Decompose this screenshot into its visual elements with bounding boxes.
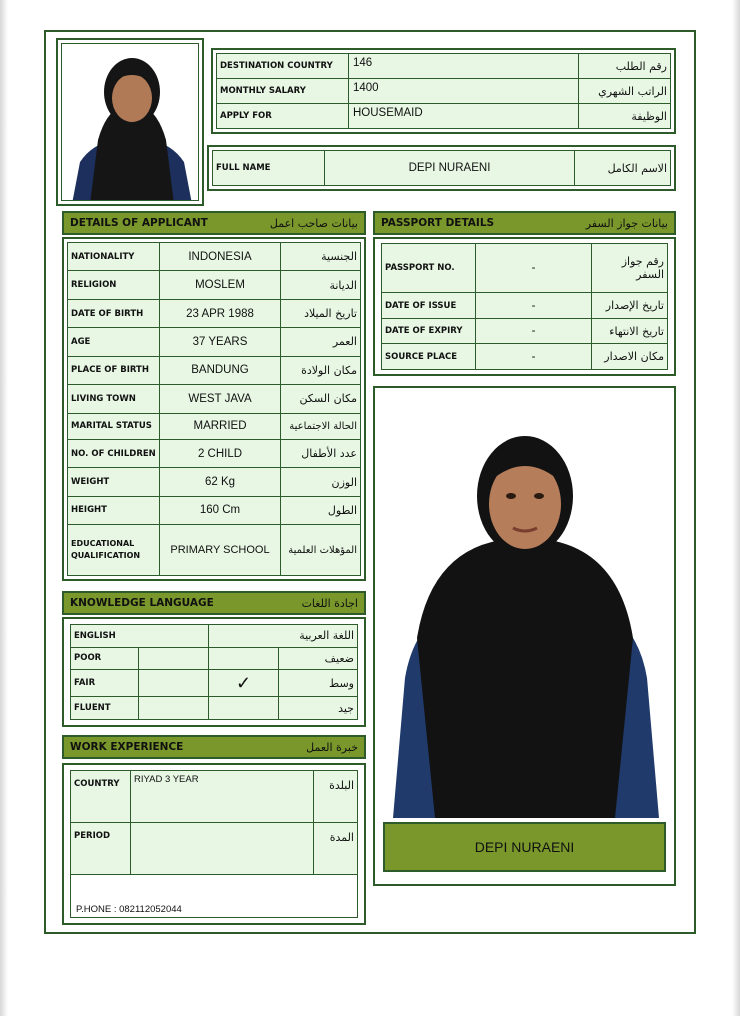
table-row	[213, 151, 671, 186]
table-row	[68, 468, 361, 496]
poor-arabic-cell	[209, 647, 279, 670]
table-row	[68, 525, 361, 576]
applicant-photo-small	[62, 44, 199, 201]
full-name-label: FULL NAME	[213, 151, 325, 186]
marital-status-label: MARITAL STATUS	[68, 413, 160, 439]
table-row	[71, 625, 358, 648]
fair-english-cell	[139, 670, 209, 697]
dob-ar: تاريخ الميلاد	[281, 299, 361, 327]
arabic-label: اللغة العربية	[209, 625, 358, 648]
table-row	[71, 771, 358, 823]
table-row	[382, 318, 668, 344]
passport-no-label: PASSPORT NO.	[382, 244, 476, 293]
nationality-label: NATIONALITY	[68, 243, 160, 271]
source-place-value: -	[476, 344, 592, 370]
table-row	[68, 328, 361, 356]
language-header	[62, 591, 366, 615]
passport-header-ar: بيانات جواز السفر	[585, 216, 668, 230]
work-header-ar: خبرة العمل	[306, 740, 358, 754]
date-of-issue-value: -	[476, 293, 592, 319]
table-row	[68, 385, 361, 413]
weight-ar: الوزن	[281, 468, 361, 496]
full-name-box	[207, 145, 676, 191]
fluent-ar: جيد	[279, 697, 358, 720]
work-table	[70, 770, 358, 918]
source-place-ar: مكان الاصدار	[592, 344, 668, 370]
passport-table	[381, 243, 668, 370]
table-row	[217, 104, 671, 129]
religion-value: MOSLEM	[160, 271, 281, 299]
nationality-value: INDONESIA	[160, 243, 281, 271]
applicant-header-en: DETAILS OF APPLICANT	[70, 217, 208, 229]
table-row	[71, 697, 358, 720]
age-ar: العمر	[281, 328, 361, 356]
passport-no-ar: رقم جواز السفر	[592, 244, 668, 293]
age-value: 37 YEARS	[160, 328, 281, 356]
poor-label: POOR	[71, 647, 139, 670]
place-of-birth-ar: مكان الولادة	[281, 356, 361, 384]
table-row	[217, 79, 671, 104]
language-header-en: KNOWLEDGE LANGUAGE	[70, 597, 214, 609]
table-row	[68, 439, 361, 467]
fluent-english-cell	[139, 697, 209, 720]
date-of-expiry-ar: تاريخ الانتهاء	[592, 318, 668, 344]
applicant-table	[67, 242, 361, 576]
work-header-en: WORK EXPERIENCE	[70, 741, 184, 753]
table-row	[68, 271, 361, 299]
page-edge-right	[732, 0, 740, 1016]
weight-label: WEIGHT	[68, 468, 160, 496]
weight-value: 62 Kg	[160, 468, 281, 496]
period-ar: المدة	[314, 823, 358, 875]
table-row	[71, 647, 358, 670]
period-label: PERIOD	[71, 823, 131, 875]
table-row	[382, 344, 668, 370]
applicant-box	[62, 237, 366, 581]
applicant-header-ar: بيانات صاحب اعمل	[269, 216, 358, 230]
education-value: PRIMARY SCHOOL	[160, 525, 281, 576]
small-photo-frame	[56, 38, 204, 206]
passport-no-value: -	[476, 244, 592, 293]
marital-status-ar: الحالة الاجتماعية	[281, 413, 361, 439]
fair-ar: وسط	[279, 670, 358, 697]
applicant-header	[62, 211, 366, 235]
full-name-table	[212, 150, 671, 186]
education-ar: المؤهلات العلمية	[281, 525, 361, 576]
apply-for-label: APPLY FOR	[217, 104, 349, 129]
passport-box	[373, 237, 676, 376]
fluent-arabic-cell	[209, 697, 279, 720]
height-ar: الطول	[281, 496, 361, 524]
nationality-ar: الجنسية	[281, 243, 361, 271]
date-of-issue-ar: تاريخ الإصدار	[592, 293, 668, 319]
work-box	[62, 763, 366, 925]
table-row	[71, 823, 358, 875]
language-box	[62, 617, 366, 727]
fair-check-icon: ✓	[209, 670, 279, 697]
destination-country-value: 146	[349, 54, 579, 79]
language-header-ar: اجادة اللغات	[301, 596, 358, 610]
children-value: 2 CHILD	[160, 439, 281, 467]
height-value: 160 Cm	[160, 496, 281, 524]
dob-value: 23 APR 1988	[160, 299, 281, 327]
poor-english-cell	[139, 647, 209, 670]
source-place-label: SOURCE PLACE	[382, 344, 476, 370]
place-of-birth-value: BANDUNG	[160, 356, 281, 384]
phone-number: P.HONE : 082112052044	[76, 904, 182, 915]
date-of-issue-label: DATE OF ISSUE	[382, 293, 476, 319]
monthly-salary-value: 1400	[349, 79, 579, 104]
country-label: COUNTRY	[71, 771, 131, 823]
height-label: HEIGHT	[68, 496, 160, 524]
education-label: EDUCATIONAL QUALIFICATION	[68, 525, 160, 576]
applicant-photo-large	[375, 388, 674, 818]
place-of-birth-label: PLACE OF BIRTH	[68, 356, 160, 384]
passport-header	[373, 211, 676, 235]
date-of-expiry-value: -	[476, 318, 592, 344]
table-row	[68, 299, 361, 327]
religion-label: RELIGION	[68, 271, 160, 299]
table-row	[382, 244, 668, 293]
large-photo-frame	[373, 386, 676, 886]
table-row	[71, 670, 358, 697]
fluent-label: FLUENT	[71, 697, 139, 720]
table-row	[68, 356, 361, 384]
date-of-expiry-label: DATE OF EXPIRY	[382, 318, 476, 344]
living-town-value: WEST JAVA	[160, 385, 281, 413]
period-value	[131, 823, 314, 875]
country-ar: البلدة	[314, 771, 358, 823]
monthly-salary-label: MONTHLY SALARY	[217, 79, 349, 104]
monthly-salary-ar: الراتب الشهري	[579, 79, 671, 104]
english-label: ENGLISH	[71, 625, 209, 648]
table-row	[68, 243, 361, 271]
poor-ar: ضعيف	[279, 647, 358, 670]
page-edge-left	[0, 0, 8, 1016]
table-row	[68, 413, 361, 439]
full-name-value: DEPI NURAENI	[325, 151, 575, 186]
religion-ar: الديانة	[281, 271, 361, 299]
table-row	[68, 496, 361, 524]
apply-for-value: HOUSEMAID	[349, 104, 579, 129]
photo-name-banner: DEPI NURAENI	[383, 822, 666, 872]
marital-status-value: MARRIED	[160, 413, 281, 439]
fair-label: FAIR	[71, 670, 139, 697]
work-header	[62, 735, 366, 759]
age-label: AGE	[68, 328, 160, 356]
living-town-ar: مكان السكن	[281, 385, 361, 413]
destination-country-ar: رقم الطلب	[579, 54, 671, 79]
apply-for-ar: الوظيفة	[579, 104, 671, 129]
table-row	[217, 54, 671, 79]
top-info-box	[211, 48, 676, 134]
dob-label: DATE OF BIRTH	[68, 299, 160, 327]
passport-header-en: PASSPORT DETAILS	[381, 217, 495, 229]
top-info-table	[216, 53, 671, 129]
country-value: RIYAD 3 YEAR	[131, 771, 314, 823]
destination-country-label: DESTINATION COUNTRY	[217, 54, 349, 79]
children-label: NO. OF CHILDREN	[68, 439, 160, 467]
table-row	[382, 293, 668, 319]
full-name-ar: الاسم الكامل	[575, 151, 671, 186]
children-ar: عدد الأطفال	[281, 439, 361, 467]
living-town-label: LIVING TOWN	[68, 385, 160, 413]
language-table	[70, 624, 358, 720]
